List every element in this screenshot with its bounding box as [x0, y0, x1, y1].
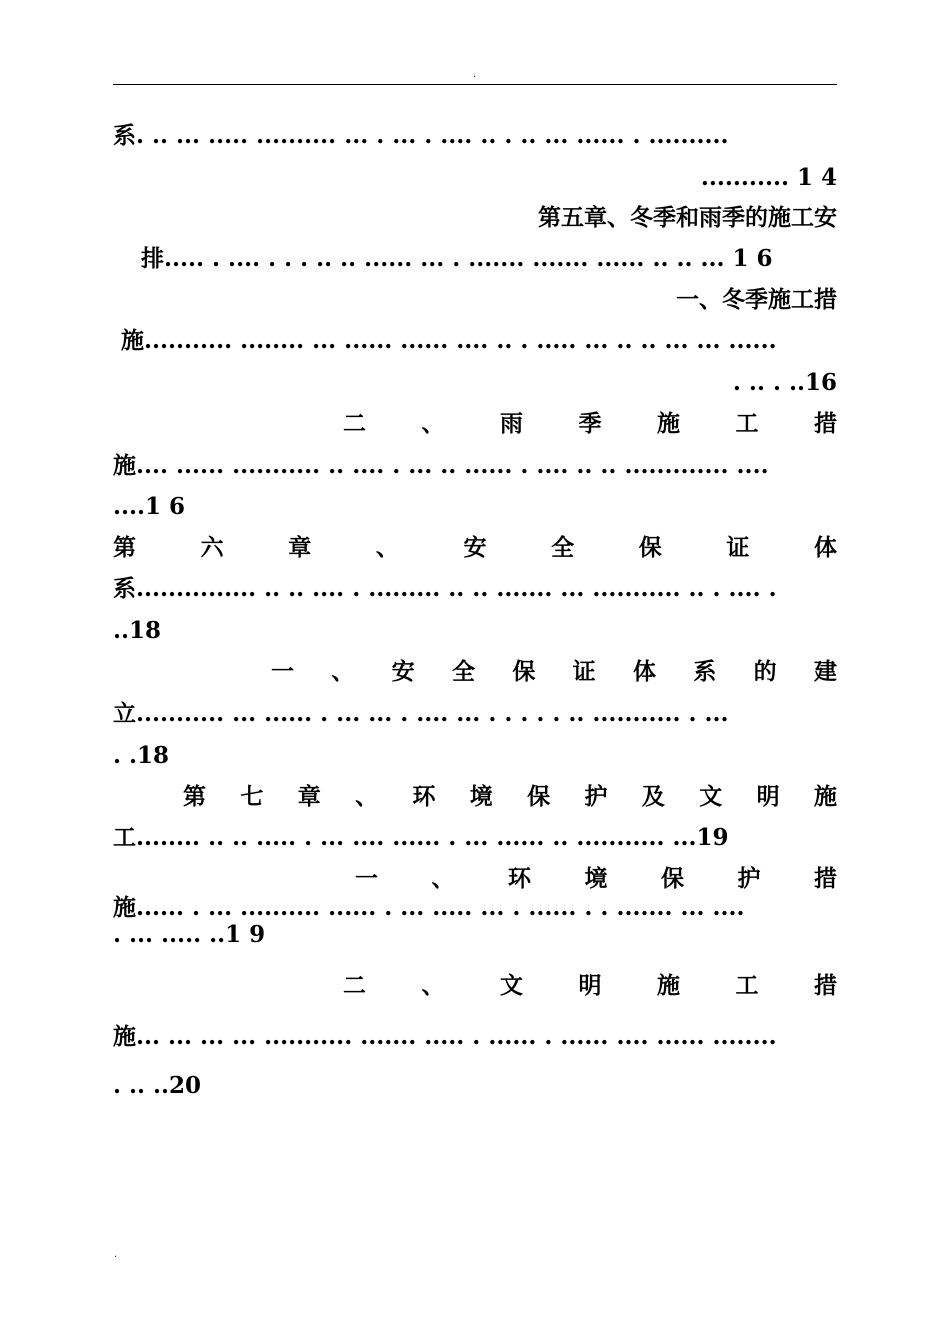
toc-section: 一 、 环 境 保 护 措 [355, 865, 837, 892]
toc-line: 施...... . ... .......... ...... . ... ..... ... . ...... . . ....... ... .... [113, 894, 745, 921]
toc-line: 施........... ........ ... ...... ...... .... .. . ..... ... .. .. ... ... ...... [121, 327, 777, 354]
table-of-contents [113, 0, 837, 1344]
footer-mark: . [114, 1249, 118, 1260]
toc-line: 工........ .. .. ..... . ... .... ...... . ... ...... .. ........... ...19 [113, 824, 729, 851]
toc-line: . .. . ..16 [732, 369, 837, 396]
header-mark: . [473, 69, 477, 80]
toc-line: 施.... ...... ........... .. .... . ... .. ...... . .... .. .. ............. .... [113, 452, 769, 479]
toc-section: 二 、 文 明 施 工 措 [343, 972, 837, 999]
toc-line: 施... ... ... ... ........... ....... ..... . ...... . ...... .... ...... ........ [113, 1023, 777, 1050]
toc-line: 排..... . .... . . . .. .. ...... ... . ....... ....... ...... .. .. ... 1 6 [141, 245, 773, 272]
toc-section: 一 、 安 全 保 证 体 系 的 建 [271, 658, 837, 685]
toc-line: 立........... ... ...... . ... ... . .... ... . . . . . .. ........... . ... [113, 700, 729, 727]
toc-chapter-7: 第 七 章 、 环 境 保 护 及 文 明 施 [183, 783, 837, 810]
toc-line: ........... 1 4 [700, 164, 837, 191]
toc-line: 系............... .. .. .... . ......... .. .. ....... ... ........... .. . .... . [113, 575, 777, 602]
toc-line: . .. ..20 [113, 1072, 202, 1099]
toc-line: . ... ..... ..1 9 [113, 921, 266, 948]
toc-line: 系. .. ... ..... .......... ... . ... . .... .. . .. ... ...... . .......... [113, 122, 729, 149]
toc-line: ....1 6 [113, 493, 186, 520]
toc-chapter-6: 第 六 章 、 安 全 保 证 体 [113, 534, 837, 561]
toc-line: . .18 [113, 742, 170, 769]
toc-section: 二 、 雨 季 施 工 措 [343, 410, 837, 437]
toc-line: ..18 [113, 617, 162, 644]
toc-chapter-5: 第五章、冬季和雨季的施工安 [538, 204, 837, 231]
toc-section: 一、冬季施工措 [676, 286, 837, 313]
